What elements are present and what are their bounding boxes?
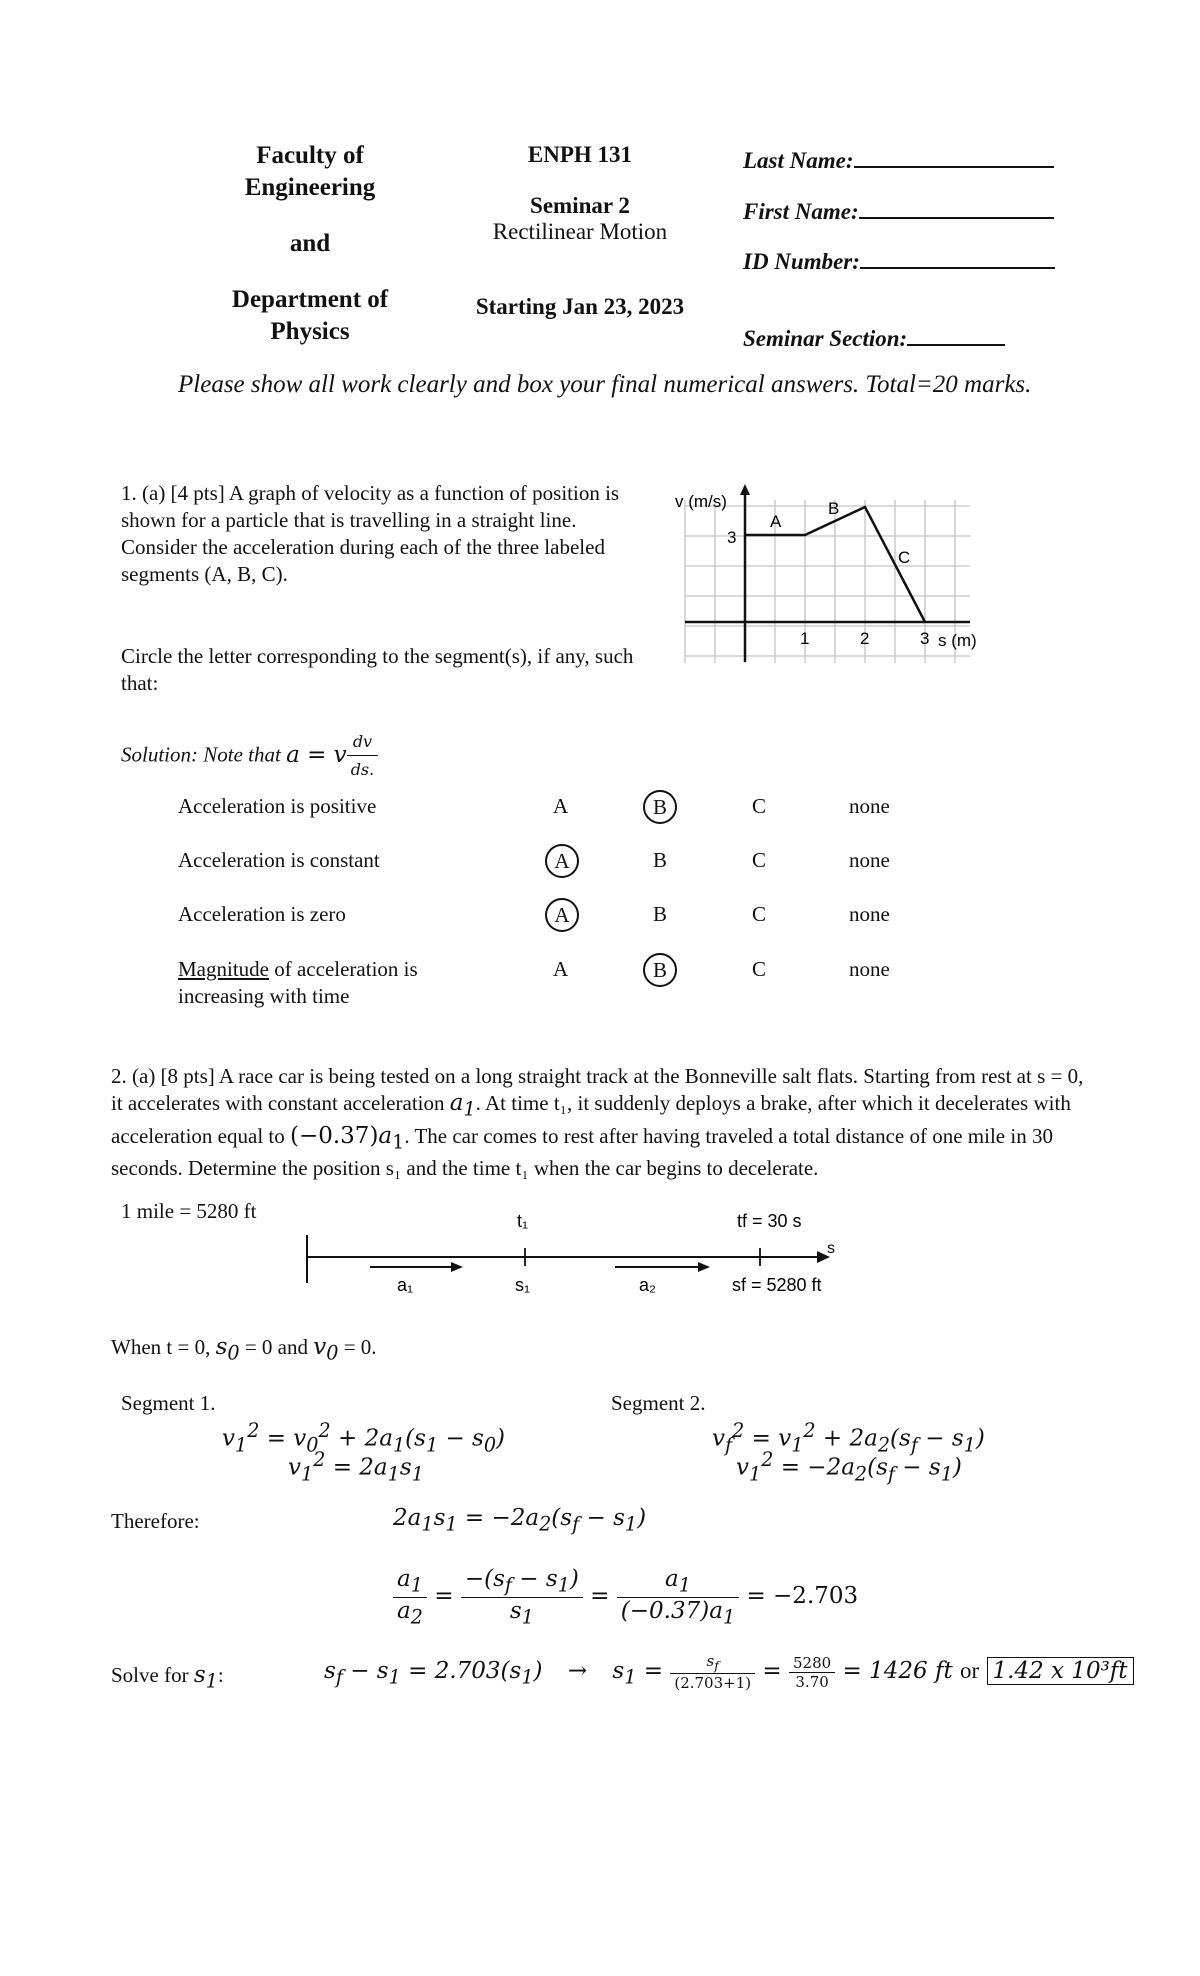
instructions: Please show all work clearly and box your final numerical answers. Total=20 marks.: [178, 371, 1032, 398]
segment-2-heading: Segment 2.: [611, 1391, 706, 1415]
row-magnitude-a[interactable]: A: [553, 957, 569, 981]
q1-circle-prompt: Circle the letter corresponding to the segment(s), if any, such that:: [121, 644, 634, 695]
id-number-field[interactable]: ID Number:: [743, 243, 1055, 275]
s-axis-label: s: [827, 1240, 835, 1257]
q1-text: 1. (a) [4 pts] A graph of velocity as a function of position is shown for a particle that is travelling in a straight line. Consider the acceleration during each of the three labeled segments (A, B, C).: [121, 481, 620, 586]
first-name-field[interactable]: First Name:: [743, 193, 1054, 225]
q1-solution-note: Solution: Note that a = v $\frac{dv}{ds.}$: [121, 728, 378, 783]
row-magnitude-b[interactable]: B: [651, 953, 677, 987]
graph-segment-a-label: A: [770, 512, 782, 531]
graph-x-tick-3: 3: [920, 629, 930, 648]
solve-for-label: Solve for $s_1$:: [111, 1662, 224, 1693]
graph-x-tick-1: 1: [800, 629, 810, 648]
segment-1-equation-2: $v_1^2 = 2a_1s_1$: [288, 1448, 424, 1486]
track-diagram: [295, 1205, 875, 1295]
course-code: ENPH 131: [527, 142, 633, 167]
q2-text: 2. (a) [8 pts] A race car is being tested on a long straight track at the Bonneville salt flats. Starting from rest at s = 0, it accelerates with constant acceleration $a_1$. At time t₁, it suddenly deploys a brake, after which it decelerates with acceleration equal to $(-0.37)a_1$. The car comes to rest after having traveled a total distance of one mile in 30 seconds. Determine the position s₁ and the time t₁ when the car begins to decelerate.: [111, 1064, 1084, 1181]
t1-label: t₁: [517, 1211, 529, 1231]
equate-equation: $2a_1s_1 = -2a_2(s_f - s_1)$: [393, 1505, 647, 1536]
faculty-heading: Faculty of Engineering: [244, 142, 376, 201]
department-heading: Department of Physics: [231, 286, 389, 345]
initial-conditions: When t = 0, $s_0 = 0$ and $v_0 = 0$.: [111, 1334, 377, 1365]
row-positive-b[interactable]: B: [651, 790, 677, 824]
row-magnitude-none[interactable]: none: [849, 957, 890, 981]
row-magnitude-label: Magnitude of acceleration is increasing with time: [178, 957, 418, 1008]
decel-expression: $(-0.37)a_1$: [289, 1122, 405, 1154]
graph-x-label: s (m): [938, 631, 977, 650]
final-answer-box: 1.42 x 10³ft: [987, 1657, 1134, 1685]
graph-segment-b-label: B: [828, 499, 840, 518]
a2-arrowhead: [698, 1262, 710, 1272]
row-constant-c[interactable]: C: [752, 848, 767, 872]
row-positive-label: Acceleration is positive: [178, 794, 377, 818]
a1-arrowhead: [451, 1262, 463, 1272]
row-magnitude-c[interactable]: C: [752, 957, 767, 981]
accel-formula: a = v $\frac{dv}{ds.}$: [286, 742, 378, 768]
tf-label: tf = 30 s: [737, 1211, 802, 1231]
a1-label: a₁: [397, 1275, 414, 1295]
row-positive-none[interactable]: none: [849, 794, 890, 818]
seminar-section-field[interactable]: Seminar Section:: [743, 320, 1005, 352]
therefore-label: Therefore:: [111, 1509, 200, 1533]
seminar-number: Seminar 2: [530, 193, 630, 218]
s1-numeric-result: = 1426 ft: [842, 1658, 953, 1684]
row-zero-b[interactable]: B: [653, 902, 668, 926]
row-positive-c[interactable]: C: [752, 794, 767, 818]
s1-label: s₁: [515, 1275, 531, 1295]
row-zero-none[interactable]: none: [849, 902, 890, 926]
segment-2-equation-1: $v_f^2 = v_1^2 + 2a_2(s_f - s_1)$: [712, 1419, 985, 1457]
graph-y-arrowhead: [740, 484, 750, 495]
s1-solution: $s_f - s_1 = 2.703(s_1) \to s_1$ = $\frac{s_f}{(2.703+1)}$ = $\frac{5280}{3.70}$ = 1426 ft or 1.42 x 10³ft: [324, 1652, 1134, 1692]
a1-symbol: $a_1$: [449, 1090, 476, 1121]
row-positive-a[interactable]: A: [553, 794, 569, 818]
row-constant-b[interactable]: B: [653, 848, 668, 872]
ratio-equation: $\frac{a_1}{a_2}$ = $\frac{-(s_f - s_1)}{s_1}$ = $\frac{a_1}{(-0.37)a_1}$ = −2.703: [393, 1566, 858, 1628]
row-constant-none[interactable]: none: [849, 848, 890, 872]
last-name-field[interactable]: Last Name:: [743, 142, 1054, 174]
a2-label: a₂: [639, 1275, 656, 1295]
segment-1-equation-1: $v_1^2 = v_0^2 + 2a_1(s_1 - s_0)$: [222, 1419, 506, 1457]
row-zero-c[interactable]: C: [752, 902, 767, 926]
velocity-position-graph: [665, 478, 995, 668]
and-word: and: [289, 230, 331, 257]
mile-conversion: 1 mile = 5280 ft: [121, 1199, 257, 1223]
start-date: Starting Jan 23, 2023: [475, 294, 685, 319]
row-zero-a[interactable]: A: [553, 898, 579, 932]
graph-x-tick-2: 2: [860, 629, 870, 648]
graph-segment-c-label: C: [898, 548, 911, 567]
graph-y-label: v (m/s): [675, 492, 727, 511]
row-zero-label: Acceleration is zero: [178, 902, 346, 926]
segment-2-equation-2: $v_1^2 = -2a_2(s_f - s_1)$: [736, 1448, 962, 1486]
sf-label: sf = 5280 ft: [732, 1275, 822, 1295]
graph-y-tick-3: 3: [727, 528, 737, 547]
row-constant-a[interactable]: A: [553, 844, 579, 878]
segment-1-heading: Segment 1.: [121, 1391, 216, 1415]
ratio-value: = −2.703: [746, 1583, 859, 1610]
row-constant-label: Acceleration is constant: [178, 848, 380, 872]
seminar-topic: Rectilinear Motion: [492, 219, 668, 244]
